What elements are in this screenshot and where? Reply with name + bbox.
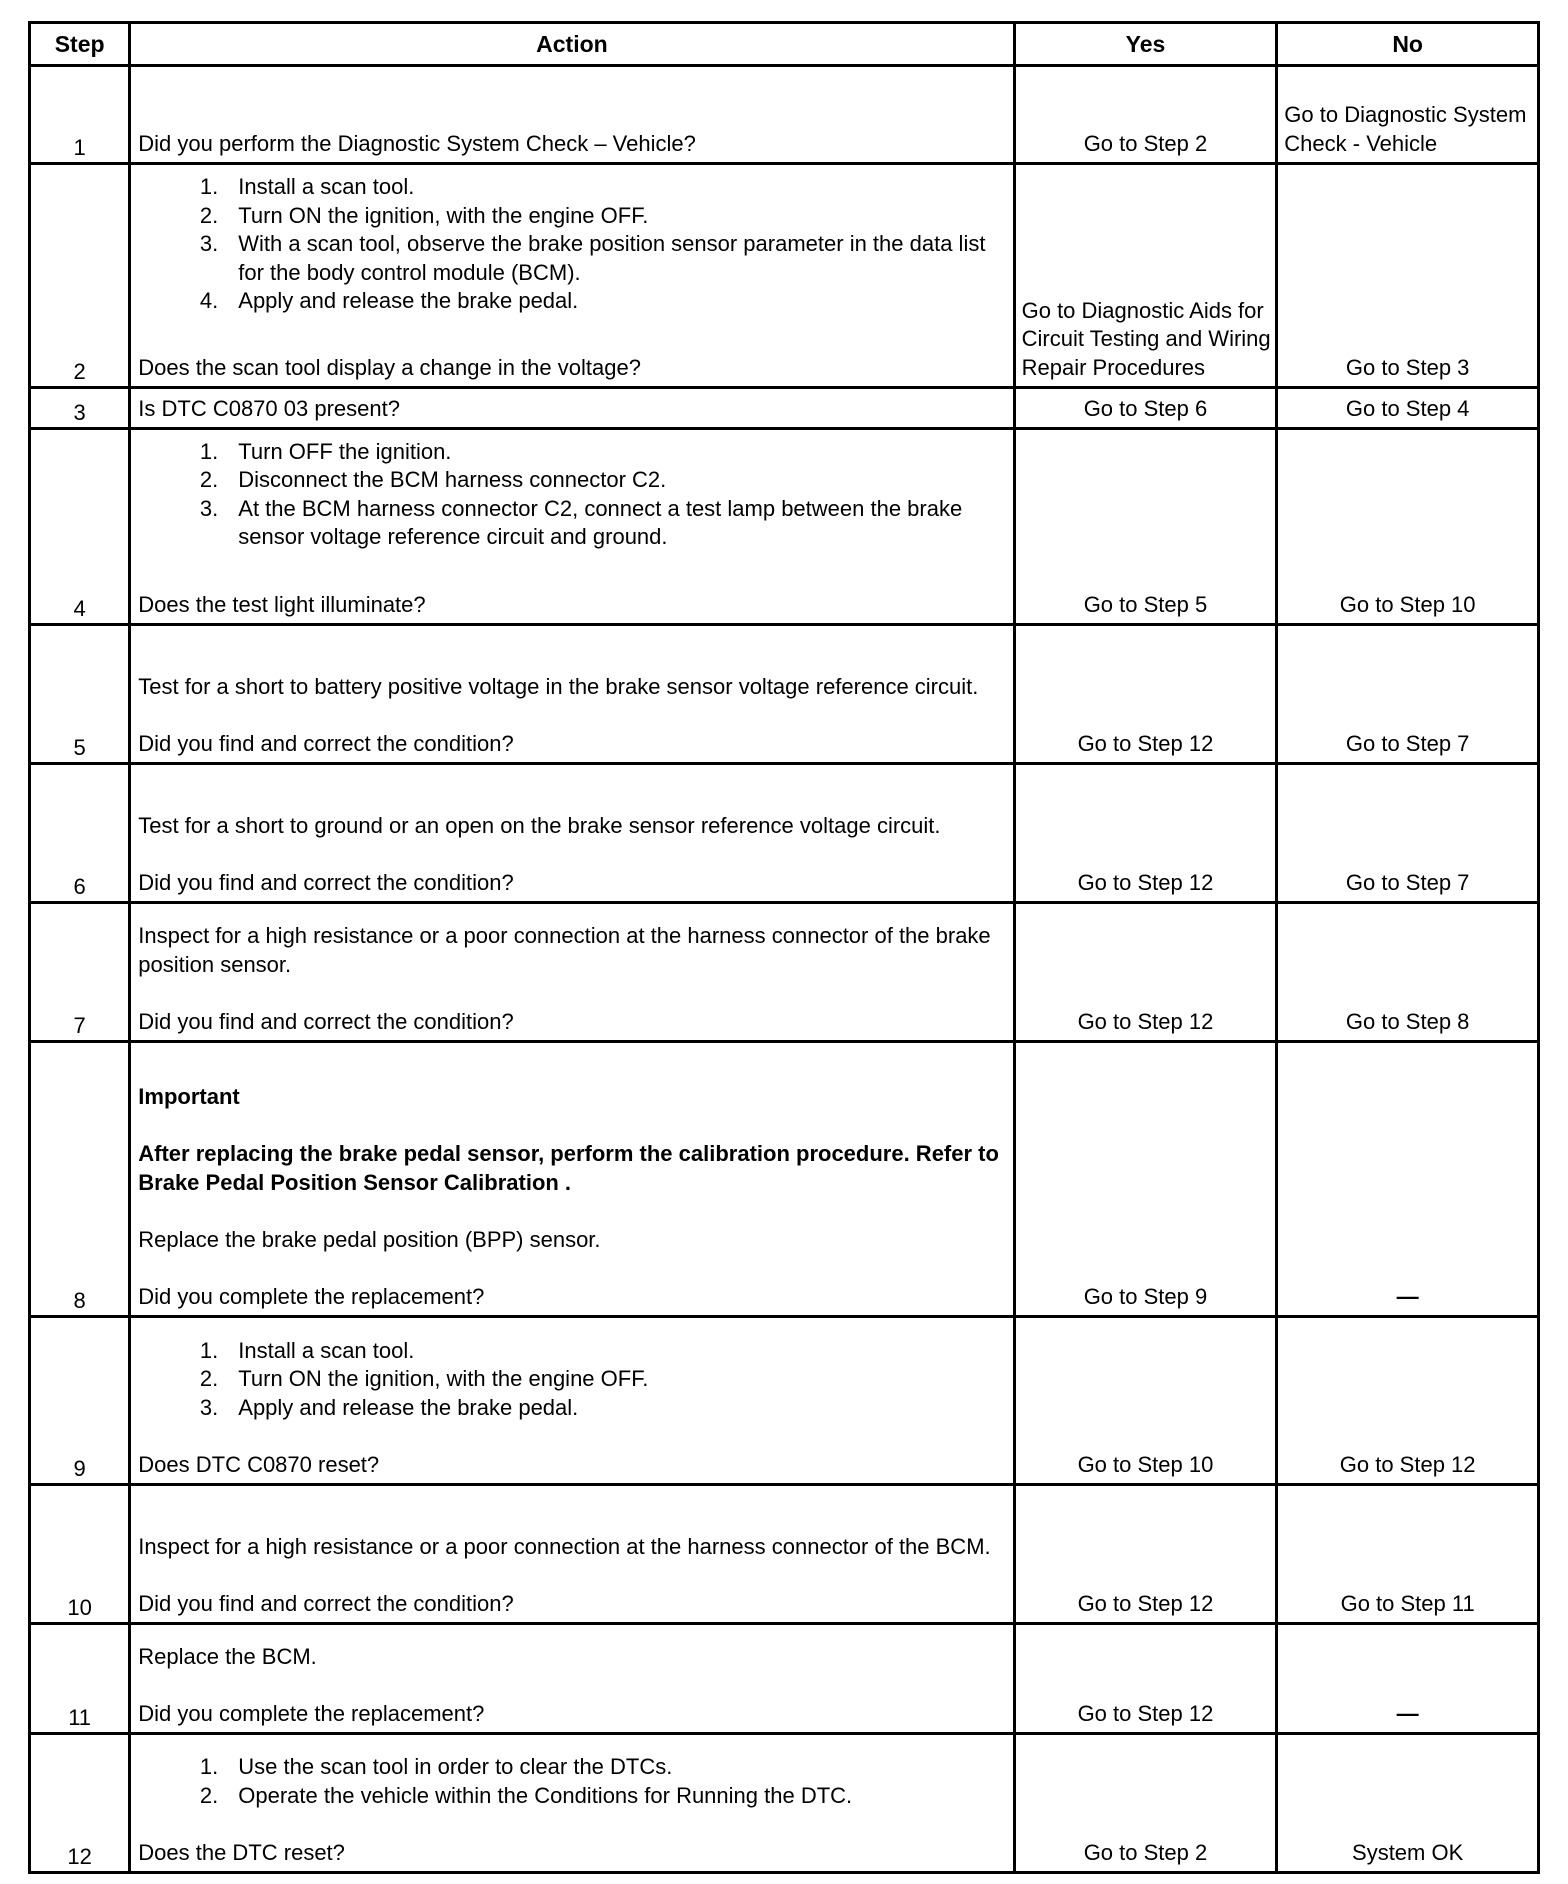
table-header-row <box>30 23 1539 66</box>
step-number: 7 <box>30 903 130 1042</box>
action-question: Did you find and correct the condition? <box>138 869 514 895</box>
action-cell <box>130 164 1014 388</box>
list-item: 2. Operate the vehicle within the Conditions for Running the DTC. <box>199 1782 853 1808</box>
yes-cell: Go to Step 5 <box>1014 429 1277 625</box>
no-value: — <box>1396 1700 1419 1726</box>
action-text: Inspect for a high resistance or a poor connection at the harness connector of the brake position sensor. <box>138 923 991 977</box>
no-value: — <box>1396 1283 1419 1309</box>
action-question: Is DTC C0870 03 present? <box>138 395 400 421</box>
step-number: 12 <box>30 1734 130 1873</box>
yes-cell: Go to Step 12 <box>1014 1624 1277 1734</box>
action-text: Replace the BCM. <box>138 1643 317 1669</box>
yes-cell: Go to Step 12 <box>1014 625 1277 764</box>
no-cell: Go to Step 10 <box>1277 429 1539 625</box>
action-cell <box>130 1317 1014 1485</box>
action-text: Test for a short to battery positive voltage in the brake sensor voltage reference circuit. <box>138 673 979 699</box>
action-question: Did you perform the Diagnostic System Check – Vehicle? <box>138 130 696 156</box>
no-cell <box>1277 1042 1539 1317</box>
no-cell: Go to Step 7 <box>1277 764 1539 903</box>
action-question: Did you complete the replacement? <box>138 1700 485 1726</box>
action-cell <box>130 66 1014 164</box>
step-number: 10 <box>30 1485 130 1624</box>
list-item: 1. Install a scan tool. <box>199 174 415 199</box>
step-number: 11 <box>30 1624 130 1734</box>
no-cell: System OK <box>1277 1734 1539 1873</box>
action-cell <box>130 903 1014 1042</box>
important-note: After replacing the brake pedal sensor, perform the calibration procedure. Refer to Brake Pedal Position Sensor Calibration . <box>138 1141 999 1195</box>
table-row <box>30 66 1539 164</box>
table-row <box>30 1317 1539 1485</box>
diagnostic-table <box>28 21 1540 1874</box>
action-question: Did you find and correct the condition? <box>138 1008 514 1034</box>
table-row <box>30 164 1539 388</box>
no-cell: Go to Diagnostic System Check - Vehicle <box>1277 66 1539 164</box>
no-cell: Go to Step 7 <box>1277 625 1539 764</box>
list-item: 4. Apply and release the brake pedal. <box>199 288 579 313</box>
step-number: 1 <box>30 66 130 164</box>
yes-cell: Go to Step 12 <box>1014 764 1277 903</box>
action-text: Test for a short to ground or an open on the brake sensor reference voltage circuit. <box>138 812 941 838</box>
yes-cell: Go to Diagnostic Aids for Circuit Testing and Wiring Repair Procedures <box>1014 164 1277 388</box>
action-question: Did you complete the replacement? <box>138 1283 485 1309</box>
action-cell <box>130 764 1014 903</box>
table-row <box>30 1485 1539 1624</box>
table-row <box>30 1734 1539 1873</box>
header-action: Action <box>130 23 1014 66</box>
list-item: 3. With a scan tool, observe the brake position sensor parameter in the data list for the body control module (BCM). <box>199 231 986 285</box>
no-cell <box>1277 1624 1539 1734</box>
list-item: 1. Use the scan tool in order to clear the DTCs. <box>199 1754 673 1779</box>
action-text: Replace the brake pedal position (BPP) sensor. <box>138 1226 601 1252</box>
table-row <box>30 903 1539 1042</box>
header-yes: Yes <box>1014 23 1277 66</box>
yes-cell: Go to Step 12 <box>1014 903 1277 1042</box>
action-steps-list <box>138 1753 1004 1810</box>
no-cell: Go to Step 12 <box>1277 1317 1539 1485</box>
action-steps-list <box>138 1337 1004 1423</box>
yes-cell: Go to Step 12 <box>1014 1485 1277 1624</box>
important-label: Important <box>138 1084 240 1109</box>
action-question: Does the test light illuminate? <box>138 591 426 617</box>
action-cell <box>130 1485 1014 1624</box>
action-cell <box>130 388 1014 429</box>
header-no: No <box>1277 23 1539 66</box>
action-question: Does DTC C0870 reset? <box>138 1451 380 1477</box>
action-question: Does the DTC reset? <box>138 1839 345 1865</box>
step-number: 2 <box>30 164 130 388</box>
action-question: Did you find and correct the condition? <box>138 1590 514 1616</box>
step-number: 4 <box>30 429 130 625</box>
list-item: 2. Disconnect the BCM harness connector C2. <box>199 467 667 492</box>
no-cell: Go to Step 11 <box>1277 1485 1539 1624</box>
action-cell <box>130 1624 1014 1734</box>
step-number: 6 <box>30 764 130 903</box>
list-item: 2. Turn ON the ignition, with the engine OFF. <box>199 1366 649 1391</box>
list-item: 3. Apply and release the brake pedal. <box>199 1394 579 1420</box>
action-steps-list <box>138 438 1004 552</box>
list-item: 3. At the BCM harness connector C2, connect a test lamp between the brake sensor voltage reference circuit and ground. <box>199 495 963 549</box>
action-cell <box>130 1734 1014 1873</box>
table-row <box>30 429 1539 625</box>
table-row <box>30 764 1539 903</box>
table-row <box>30 1624 1539 1734</box>
no-cell: Go to Step 8 <box>1277 903 1539 1042</box>
action-cell <box>130 429 1014 625</box>
table-row <box>30 625 1539 764</box>
yes-cell: Go to Step 2 <box>1014 1734 1277 1873</box>
action-steps-list <box>138 173 1004 316</box>
yes-cell: Go to Step 2 <box>1014 66 1277 164</box>
yes-cell: Go to Step 6 <box>1014 388 1277 429</box>
action-cell <box>130 1042 1014 1317</box>
list-item: 2. Turn ON the ignition, with the engine OFF. <box>199 202 649 228</box>
list-item: 1. Install a scan tool. <box>199 1337 415 1363</box>
step-number: 5 <box>30 625 130 764</box>
action-cell <box>130 625 1014 764</box>
action-question: Does the scan tool display a change in the voltage? <box>138 354 641 380</box>
table-row <box>30 388 1539 429</box>
yes-cell: Go to Step 9 <box>1014 1042 1277 1317</box>
no-cell: Go to Step 3 <box>1277 164 1539 388</box>
step-number: 9 <box>30 1317 130 1485</box>
list-item: 1. Turn OFF the ignition. <box>199 438 452 464</box>
step-number: 3 <box>30 388 130 429</box>
action-question: Did you find and correct the condition? <box>138 730 514 756</box>
table-row <box>30 1042 1539 1317</box>
no-cell: Go to Step 4 <box>1277 388 1539 429</box>
yes-cell: Go to Step 10 <box>1014 1317 1277 1485</box>
header-step: Step <box>30 23 130 66</box>
step-number: 8 <box>30 1042 130 1317</box>
action-text: Inspect for a high resistance or a poor connection at the harness connector of the BCM. <box>138 1533 991 1559</box>
